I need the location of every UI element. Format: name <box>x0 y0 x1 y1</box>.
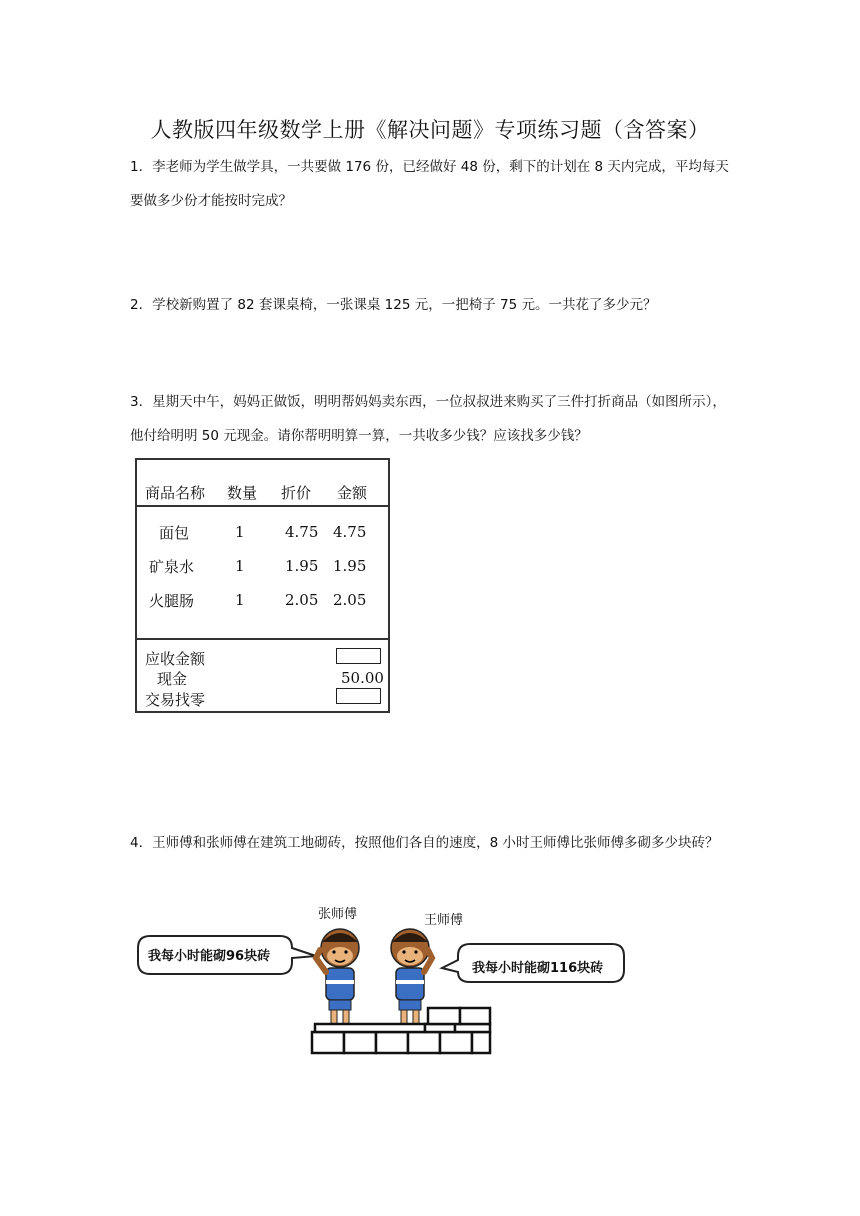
header-amount: 金额 <box>337 484 368 502</box>
zhang-name-label: 张师傅 <box>318 907 358 922</box>
wang-name-label: 王师傅 <box>424 913 464 928</box>
row-3-qty: 1 <box>235 591 245 609</box>
question-1: 1．李老师为学生做学具，一共要做 176 份，已经做好 48 份，剩下的计划在 8 天内完成，平均每天要做多少份才能按时完成？ <box>130 159 729 209</box>
header-product-name: 商品名称 <box>145 484 206 502</box>
cash-label: 现金 <box>157 670 188 688</box>
receivable-label: 应收金额 <box>145 650 206 668</box>
row-2-qty: 1 <box>235 557 245 575</box>
wang-speech-text: 我每小时能砌116块砖 <box>472 961 604 976</box>
question-3: 3．星期天中午，妈妈正做饭，明明帮妈妈卖东西，一位叔叔进来购买了三件打折商品（如图所示），他付给明明 50 元现金。请你帮明明算一算，一共收多少钱？应该找多少钱？ <box>130 394 726 444</box>
zhang-worker-figure <box>316 929 359 1024</box>
row-1-qty: 1 <box>235 523 245 541</box>
receipt-header-row <box>137 460 388 507</box>
row-2-name: 矿泉水 <box>149 558 195 576</box>
row-1-price: 4.75 <box>285 523 319 541</box>
row-3-name: 火腿肠 <box>149 592 195 610</box>
row-1-name: 面包 <box>159 524 190 542</box>
wang-worker-figure <box>391 929 432 1024</box>
receivable-amount-box <box>336 648 381 664</box>
change-label: 交易找零 <box>145 691 206 709</box>
row-3-price: 2.05 <box>285 591 319 609</box>
receipt-divider <box>137 638 388 640</box>
header-quantity: 数量 <box>227 484 258 502</box>
question-4: 4．王师傅和张师傅在建筑工地砌砖，按照他们各自的速度，8 小时王师傅比张师傅多砌多少块砖？ <box>130 835 719 851</box>
header-discount-price: 折价 <box>281 484 312 502</box>
cash-value: 50.00 <box>341 669 384 687</box>
illustration-drawing <box>130 920 635 1060</box>
row-2-price: 1.95 <box>285 557 319 575</box>
row-3-amount: 2.05 <box>333 591 367 609</box>
receipt-table <box>135 458 390 713</box>
change-amount-box <box>336 688 381 704</box>
question-2: 2．学校新购置了 82 套课桌椅，一张课桌 125 元，一把椅子 75 元。一共花了多少元？ <box>130 297 657 313</box>
page-title: 人教版四年级数学上册《解决问题》专项练习题（含答案） <box>150 118 710 142</box>
zhang-speech-text: 我每小时能砌96块砖 <box>148 949 271 964</box>
row-1-amount: 4.75 <box>333 523 367 541</box>
row-2-amount: 1.95 <box>333 557 367 575</box>
